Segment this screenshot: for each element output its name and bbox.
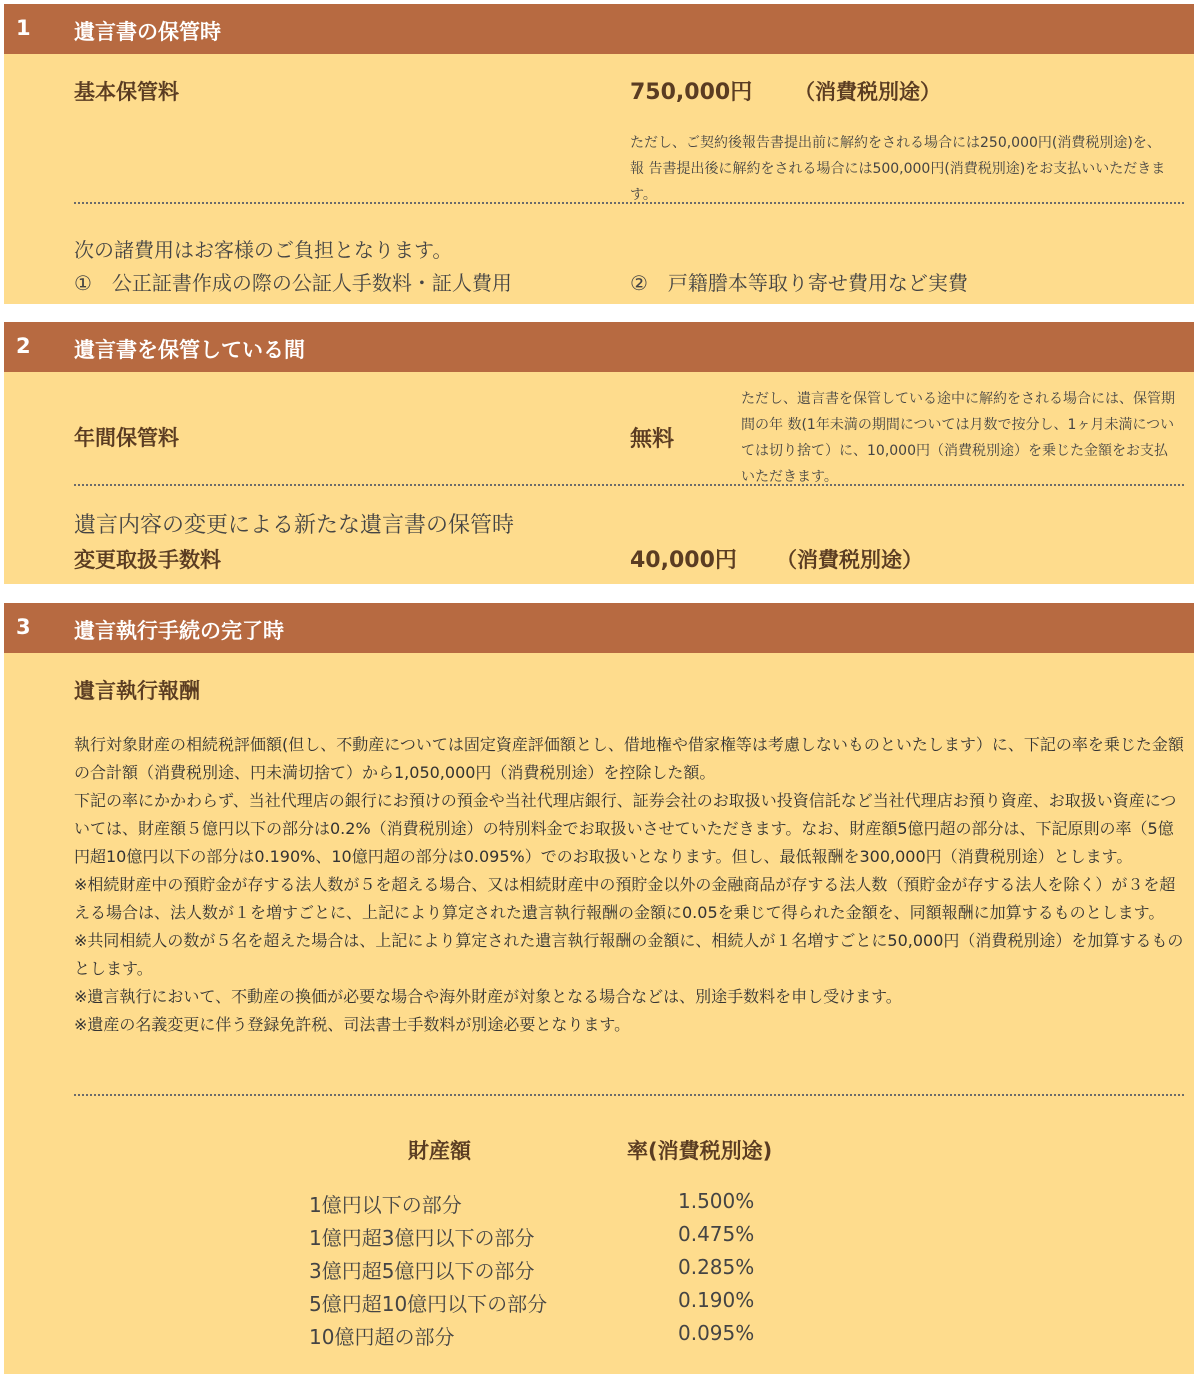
section-title: 遺言書を保管している間 [74,338,305,362]
basic-fee-tax: （消費税別途） [794,80,941,104]
rate-table-row-rate: 1.500% [678,1189,755,1213]
rate-table-row-rate: 0.285% [678,1255,755,1279]
annual-fee-price: 無料 [630,427,675,452]
change-fee-tax: （消費税別途） [776,548,923,572]
divider [74,202,1184,204]
section-storage-time [4,4,1194,304]
rate-table-row-rate: 0.475% [678,1222,755,1246]
divider [74,1094,1184,1096]
rate-table-row-amount: 1億円超3億円以下の部分 [309,1226,535,1250]
section-execution-complete [4,603,1194,1374]
rate-table-row-amount: 3億円超5億円以下の部分 [309,1259,535,1283]
rate-table-row-rate: 0.095% [678,1321,755,1345]
section-header [4,4,1194,54]
execution-fee-label: 遺言執行報酬 [74,679,200,703]
section-header [4,322,1194,372]
extra-cost-item-1: ① 公正証書作成の際の公証人手数料・証人費用 [74,271,512,295]
change-fee-label: 変更取扱手数料 [74,548,221,572]
rate-table-row-amount: 1億円以下の部分 [309,1193,462,1217]
basic-fee-label: 基本保管料 [74,80,179,104]
divider [74,484,1184,486]
rate-table-row-rate: 0.190% [678,1288,755,1312]
extra-cost-item-2: ② 戸籍謄本等取り寄せ費用など実費 [630,271,968,295]
section-number: 2 [16,334,31,358]
section-number: 1 [16,16,31,40]
rate-table-header-amount: 財産額 [408,1139,471,1163]
annual-fee-label: 年間保管料 [74,426,179,450]
section-during-storage [4,322,1194,584]
section-title: 遺言書の保管時 [74,20,221,44]
section-header [4,603,1194,653]
change-title: 遺言内容の変更による新たな遺言書の保管時 [74,513,515,538]
basic-fee-price: 750,000円 [630,80,753,105]
rate-table-header-rate: 率(消費税別途) [627,1139,773,1163]
basic-fee-note: ただし、ご契約後報告書提出前に解約をされる場合には250,000円(消費税別途)を、報 告書提出後に解約をされる場合には500,000円(消費税別途)をお支払いいただきます。 [630,135,1166,203]
annual-fee-note: ただし、遺言書を保管している途中に解約をされる場合には、保管期間の年 数(1年未満の期間については月数で按分し、1ヶ月未満については切り捨て）に、10,000円（消費税別途）を乗じた金額をお支払いただきます。 [741,391,1175,485]
section-number: 3 [16,615,31,639]
rate-table-row-amount: 5億円超10億円以下の部分 [309,1292,548,1316]
execution-fee-description: 執行対象財産の相続税評価額(但し、不動産については固定資産評価額とし、借地権や借家権等は考慮しないものといたします）に、下記の率を乗じた金額の合計額（消費税別途、円未満切捨て）から1,050,000円（消費税別途）を控除した額。 下記の率にかかわらず、当社代理店の銀行にお預けの預金や当社代理店銀行、証券会社のお取扱い投資信託など当社代理店お預り資産、お取扱い資産については、財産額５億円以下の部分は0.2%（消費税別途）の特別料金でお取扱いさせていただきます。なお、財産額5億円超の部分は、下記原則の率（5億円超10億円以下の部分は0.190%、10億円超の部分は0.095%）でのお取扱いとなります。但し、最低報酬を300,000円（消費税別途）とします。 ※相続財産中の預貯金が存する法人数が５を超える場合、又は相続財産中の預貯金以外の金融商品が存する法人数（預貯金が存する法人を除く）が３を超える場合は、法人数が１を増すごとに、上記により算定された遺言執行報酬の金額に0.05を乗じて得られた金額を、同額報酬に加算するものとします。 ※共同相続人の数が５名を超えた場合は、上記により算定された遺言執行報酬の金額に、相続人が１名増すごとに50,000円（消費税別途）を加算するものとします。 ※遺言執行において、不動産の換価が必要な場合や海外財産が対象となる場合などは、別途手数料を申し受けます。 ※遺産の名義変更に伴う登録免許税、司法書士手数料が別途必要となります。 [74,735,1184,1034]
extra-costs-intro: 次の諸費用はお客様のご負担となります。 [74,238,453,262]
change-fee-price: 40,000円 [630,548,737,573]
section-title: 遺言執行手続の完了時 [74,619,284,643]
rate-table-row-amount: 10億円超の部分 [309,1325,455,1349]
